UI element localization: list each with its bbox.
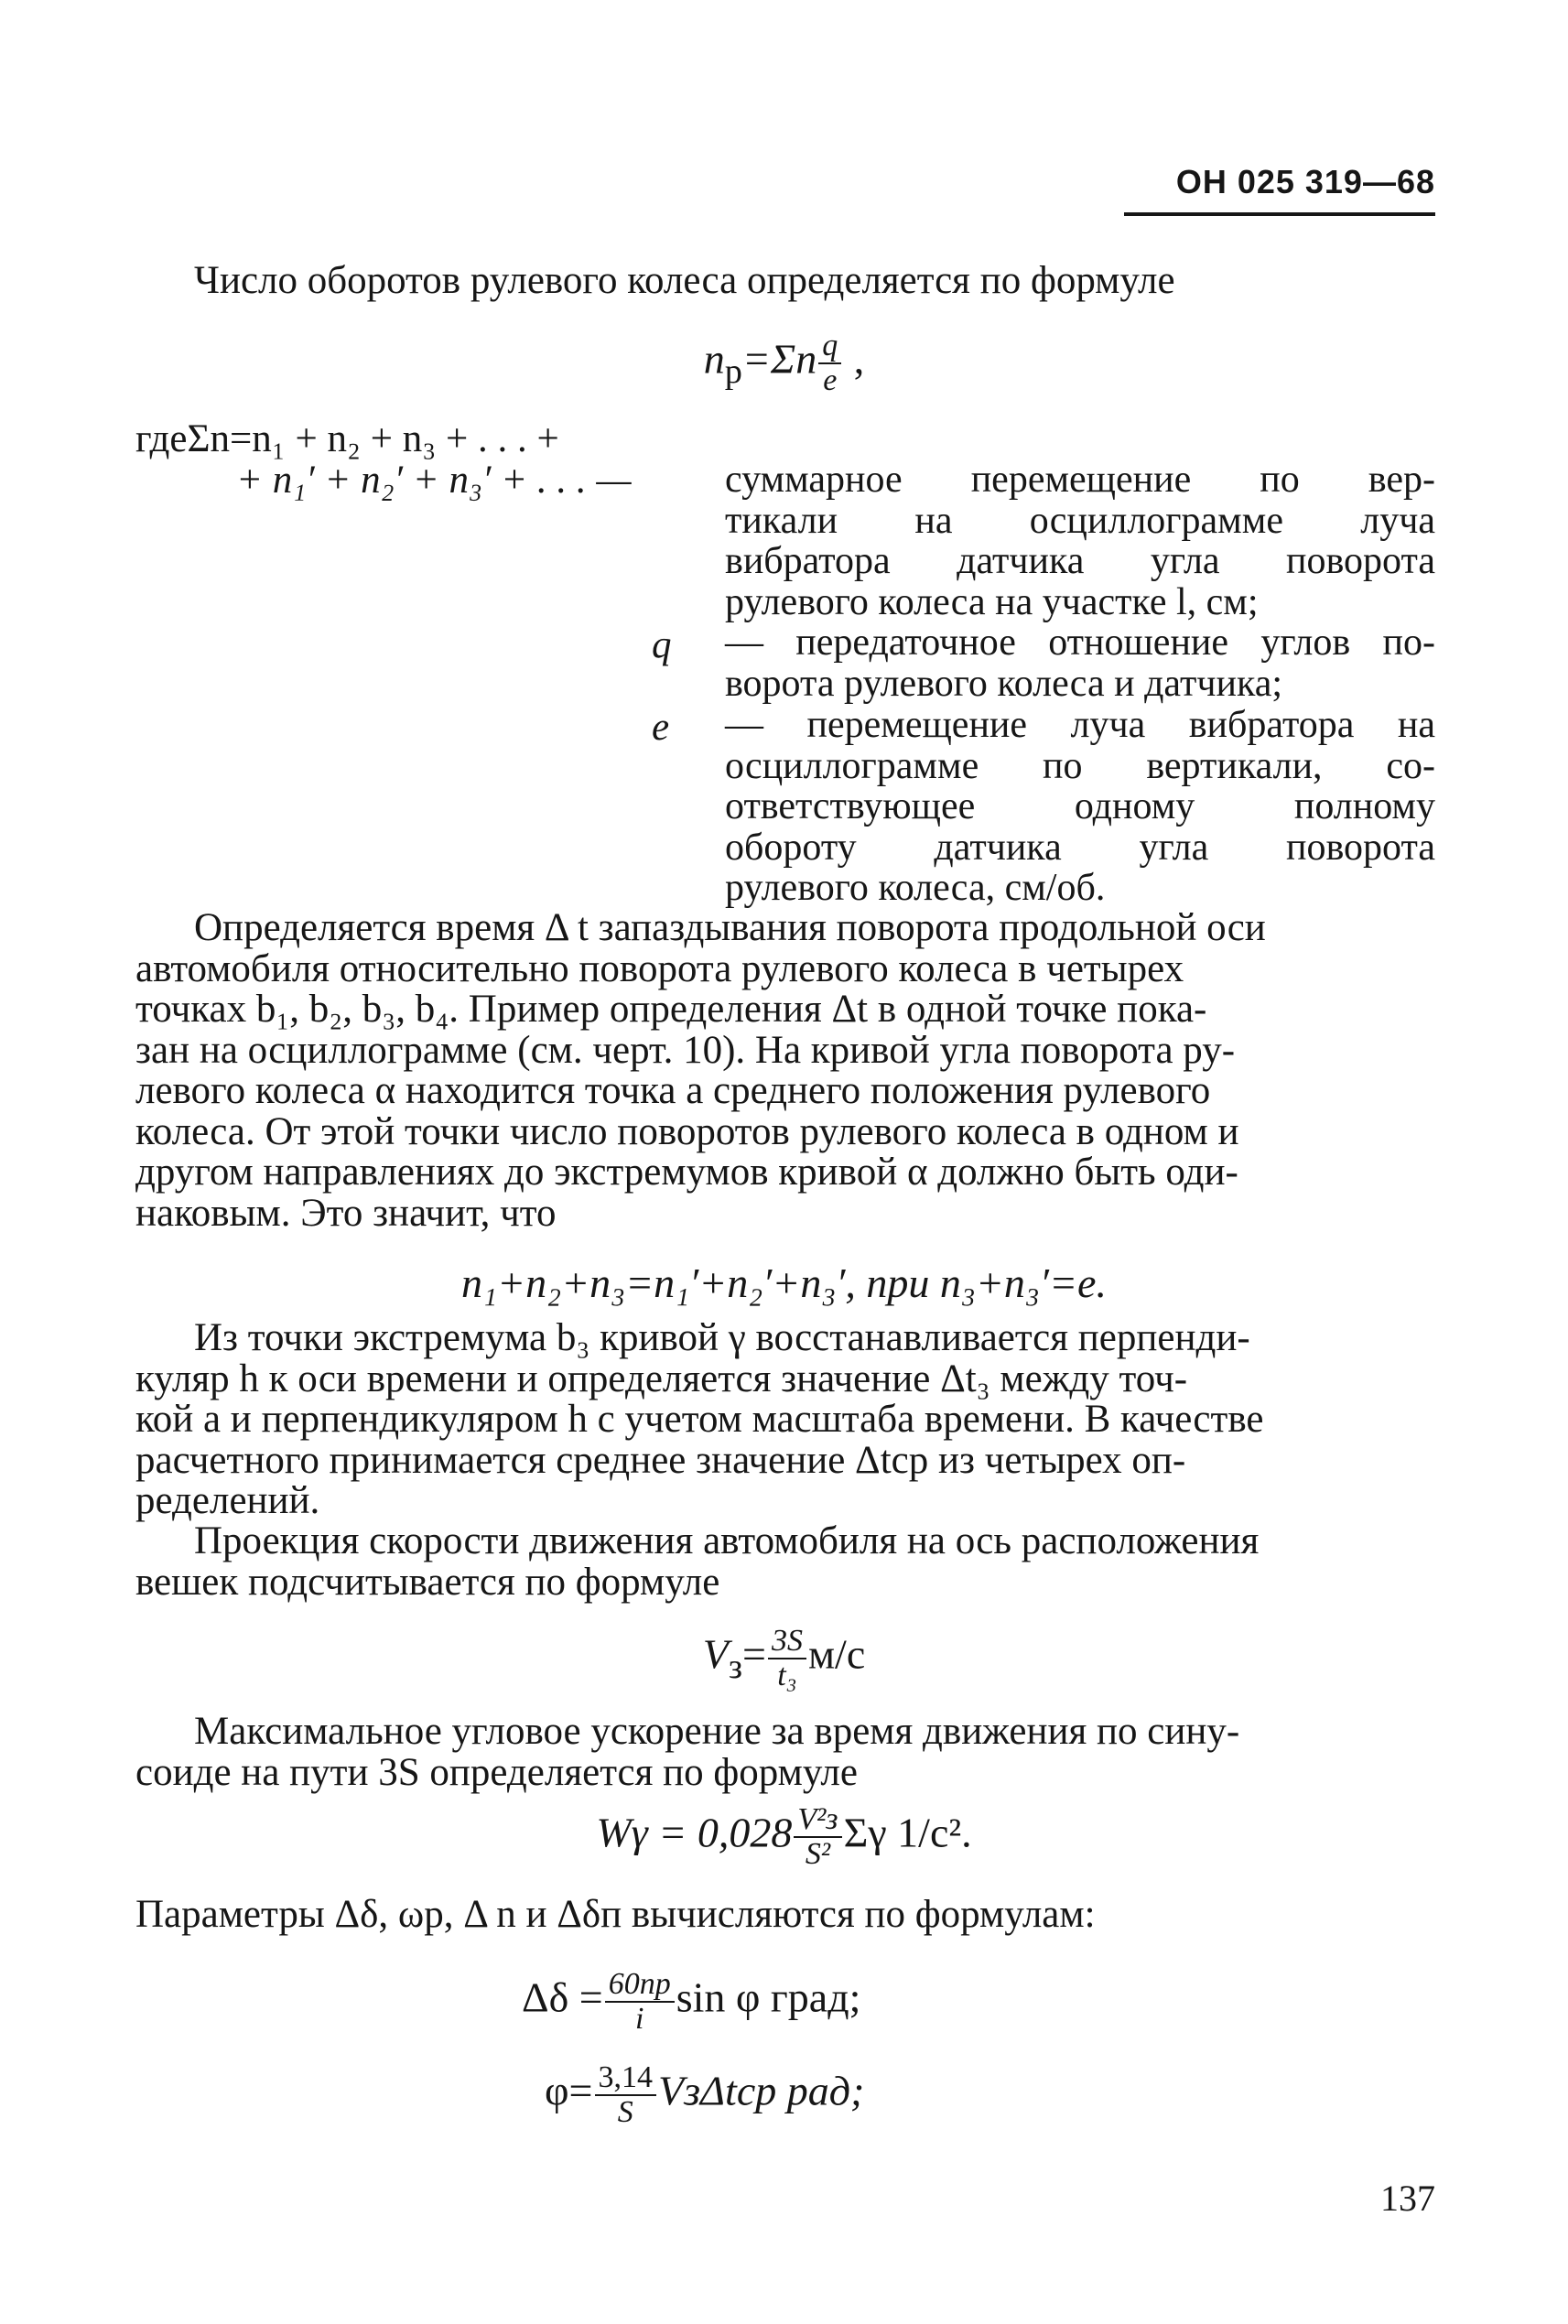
formula-np-fraction xyxy=(818,330,841,397)
formula-v-num: 3S xyxy=(768,1625,806,1659)
text-line: кой a и перпендикуляром h с учетом масштаба времени. В качестве xyxy=(135,1398,1264,1441)
text-line: колеса. От этой точки число поворотов рулевого колеса в одном и xyxy=(135,1109,1239,1153)
definition-sum-n xyxy=(725,459,1435,622)
page-number: 137 xyxy=(1380,2178,1435,2219)
formula-angular-acceleration xyxy=(0,1803,1568,1871)
formula-dd-tail: sin φ град; xyxy=(676,1973,861,2021)
text-line: Максимальное угловое ускорение за время движения по сину- xyxy=(194,1710,1240,1753)
formula-velocity xyxy=(0,1625,1568,1692)
text-line: автомобиля относительно поворота рулевого колеса в четырех xyxy=(135,946,1184,990)
text-line: куляр h к оси времени и определяется значение Δt₃ между точ- xyxy=(135,1357,1188,1400)
formula-phi-num: 3,14 xyxy=(595,2061,657,2096)
formula-v-den: t₃ xyxy=(777,1659,797,1692)
formula-phi-tail: VзΔtср рад; xyxy=(658,2067,865,2114)
definition-q xyxy=(725,622,1435,704)
formula-w-fraction xyxy=(794,1803,841,1871)
formula-phi-fraction xyxy=(595,2061,657,2129)
paragraph-parameters: Параметры Δδ, ωр, Δ n и Δδп вычисляются по формулам: xyxy=(135,1893,1096,1936)
def-line: — перемещение луча вибратора на xyxy=(725,704,1435,746)
text-line: соиде на пути 3S определяется по формуле xyxy=(135,1750,858,1794)
def-line: — передаточное отношение углов по- xyxy=(725,622,1435,664)
text-line: левого колеса α находится точка a среднего положения рулевого xyxy=(135,1069,1211,1112)
formula-w-left: Wγ = 0,028 xyxy=(596,1809,793,1856)
text-line: Из точки экстремума b₃ кривой γ восстанавливается перпенди- xyxy=(194,1316,1250,1359)
formula-np-mid: =Σn xyxy=(741,335,817,383)
where-line-2: + n₁′ + n₂′ + n₃′ + . . . — xyxy=(236,459,632,502)
formula-np xyxy=(0,330,1568,397)
where-line-1: гдеΣn=n₁ + n₂ + n₃ + . . . + xyxy=(135,417,559,460)
def-line: осциллограмме по вертикали, со- xyxy=(725,744,1435,787)
formula-v-sub: з xyxy=(728,1647,742,1686)
formula-phi-den: S xyxy=(617,2095,633,2129)
formula-v-left: V xyxy=(702,1630,729,1678)
formula-phi-left: φ= xyxy=(545,2067,593,2114)
text-line: вешек подсчитывается по формуле xyxy=(135,1560,720,1604)
formula-np-sub: р xyxy=(724,351,742,391)
formula-delta xyxy=(522,1968,860,2036)
formula-w-den: S² xyxy=(805,1837,831,1871)
def-line: ответствующее одному полному xyxy=(725,785,1435,827)
formula-n-balance: n₁+n₂+n₃=n₁′+n₂′+n₃′, при n₃+n₃′=e. xyxy=(461,1259,1107,1306)
text-line: расчетного принимается среднее значение Δtср из четырех оп- xyxy=(135,1438,1186,1482)
paragraph-speed xyxy=(135,1521,1435,1603)
def-line: рулевого колеса, см/об. xyxy=(725,867,1106,909)
formula-np-num: q xyxy=(818,330,841,364)
formula-np-tail: , xyxy=(843,335,865,383)
formula-v-fraction xyxy=(768,1625,806,1692)
formula-dd-num: 60nр xyxy=(605,1968,675,2003)
paragraph-extremum xyxy=(135,1318,1435,1522)
symbol-q: q xyxy=(652,623,672,666)
text-line: наковым. Это значит, что xyxy=(135,1191,557,1235)
text-line: Определяется время Δ t запаздывания поворота продольной оси xyxy=(194,906,1266,949)
def-line: обороту датчика угла поворота xyxy=(725,826,1435,869)
def-line: суммарное перемещение по вер- xyxy=(725,459,1435,501)
def-line: тикали на осциллограмме луча xyxy=(725,499,1435,542)
def-line: рулевого колеса на участке l, см; xyxy=(725,580,1259,623)
header-rule xyxy=(1124,212,1435,216)
formula-dd-left: Δδ = xyxy=(522,1973,603,2021)
text-line: другом направлениях до экстремумов кривой α должно быть оди- xyxy=(135,1151,1238,1194)
formula-w-num: V²з xyxy=(794,1803,841,1838)
formula-dd-den: i xyxy=(634,2002,644,2036)
def-line: вибратора датчика угла поворота xyxy=(725,540,1435,582)
formula-dd-fraction xyxy=(605,1968,675,2036)
def-line: ворота рулевого колеса и датчика; xyxy=(725,662,1283,705)
formula-v-eq: = xyxy=(741,1630,766,1678)
standard-code: ОН 025 319—68 xyxy=(1175,163,1435,200)
symbol-e: e xyxy=(652,706,670,749)
text-line: зан на осциллограмме (см. черт. 10). На кривой угла поворота ру- xyxy=(135,1028,1236,1072)
formula-phi xyxy=(545,2061,864,2129)
paragraph-acceleration xyxy=(135,1712,1435,1793)
text-line: точках b₁, b₂, b₃, b₄. Пример определения Δt в одной точке пока- xyxy=(135,988,1207,1031)
paragraph-rotations: Число оборотов рулевого колеса определяется по формуле xyxy=(194,259,1175,302)
definition-e xyxy=(725,705,1435,909)
text-line: ределений. xyxy=(135,1479,320,1522)
formula-np-den: e xyxy=(823,363,838,397)
paragraph-delay xyxy=(135,908,1435,1234)
formula-np-left: n xyxy=(703,335,725,383)
formula-v-tail: м/с xyxy=(807,1630,866,1678)
text-line: Проекция скорости движения автомобиля на ось расположения xyxy=(194,1519,1260,1562)
formula-w-tail: Σγ 1/с². xyxy=(843,1809,972,1856)
